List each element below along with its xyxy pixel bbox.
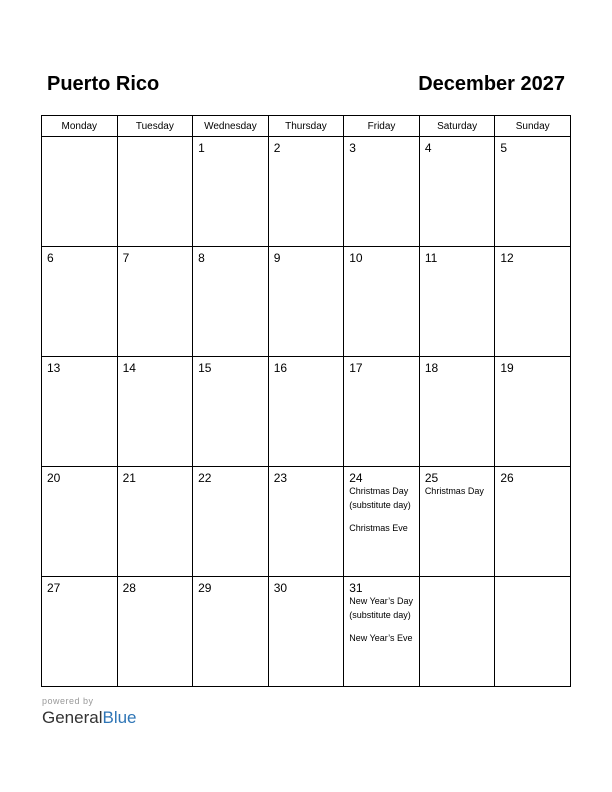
empty-day-cell (419, 577, 495, 687)
day-number: 31 (349, 581, 363, 595)
day-cell (193, 247, 269, 357)
day-number: 4 (424, 141, 432, 155)
day-number: 8 (198, 251, 205, 265)
day-number: 23 (273, 471, 288, 485)
weekday-header (42, 116, 571, 137)
day-cell (344, 137, 420, 247)
day-cell (117, 357, 193, 467)
empty-day-cell (42, 137, 118, 247)
week-row (42, 137, 571, 247)
day-cell (42, 357, 118, 467)
day-number: 24 (349, 471, 363, 485)
day-number: 30 (273, 581, 288, 595)
week-row (42, 357, 571, 467)
day-number: 1 (198, 141, 205, 155)
weekday-thursday: Thursday (268, 116, 344, 137)
day-number: 10 (349, 251, 363, 265)
holiday-label: New Year’s Eve (349, 633, 413, 643)
day-number: 29 (198, 581, 212, 595)
day-number: 27 (47, 581, 61, 595)
holiday-list (420, 485, 495, 499)
day-number: 20 (47, 471, 61, 485)
day-number: 17 (349, 361, 363, 375)
day-cell (42, 467, 118, 577)
day-cell (193, 137, 269, 247)
holiday-label: Christmas Day (substitute day) (349, 486, 411, 510)
day-cell (419, 137, 495, 247)
day-number: 12 (500, 251, 514, 265)
day-cell (268, 357, 344, 467)
empty-day-cell (117, 137, 193, 247)
holiday-label: Christmas Day (424, 486, 484, 496)
weekday-row (42, 116, 571, 137)
day-number: 5 (500, 141, 508, 155)
day-cell (344, 247, 420, 357)
weekday-sunday: Sunday (495, 116, 571, 137)
holiday-label: Christmas Eve (349, 523, 408, 533)
day-cell (117, 467, 193, 577)
day-cell (268, 247, 344, 357)
week-row (42, 577, 571, 687)
week-row (42, 247, 571, 357)
holiday-label: New Year’s Day (substitute day) (349, 596, 413, 620)
logo-general-text: General (42, 708, 103, 727)
weekday-saturday: Saturday (419, 116, 495, 137)
day-number: 18 (424, 361, 439, 375)
day-cell (344, 357, 420, 467)
footer-branding (42, 696, 137, 728)
day-cell (42, 247, 118, 357)
day-number: 28 (122, 581, 136, 595)
day-number: 11 (424, 251, 438, 265)
day-cell (193, 357, 269, 467)
day-cell (193, 467, 269, 577)
day-cell (419, 247, 495, 357)
day-cell (419, 357, 495, 467)
day-number: 2 (273, 141, 281, 155)
day-cell (117, 247, 193, 357)
day-number: 15 (198, 361, 212, 375)
weekday-tuesday: Tuesday (117, 116, 193, 137)
day-cell (268, 467, 344, 577)
day-cell (495, 467, 571, 577)
day-number: 9 (273, 251, 281, 265)
day-number: 3 (349, 141, 356, 155)
day-cell (268, 577, 344, 687)
day-number: 14 (122, 361, 136, 375)
weekday-friday: Friday (344, 116, 420, 137)
day-cell (344, 467, 420, 577)
powered-by-text: powered by (42, 696, 94, 706)
day-cell (495, 247, 571, 357)
country-title: Puerto Rico (47, 73, 160, 95)
day-cell (117, 577, 193, 687)
holiday-list (344, 485, 419, 536)
logo-blue-text: Blue (102, 708, 137, 727)
holiday-list (344, 595, 419, 646)
day-number: 22 (198, 471, 212, 485)
weekday-monday: Monday (42, 116, 118, 137)
day-number: 6 (47, 251, 54, 265)
day-cell (344, 577, 420, 687)
day-cell (268, 137, 344, 247)
day-cell (42, 577, 118, 687)
calendar-grid (41, 115, 571, 687)
day-cell (495, 357, 571, 467)
generalblue-logo (42, 708, 137, 728)
day-cell (419, 467, 495, 577)
day-number: 26 (500, 471, 514, 485)
day-number: 21 (122, 471, 136, 485)
week-row (42, 467, 571, 577)
day-cell (495, 137, 571, 247)
day-number: 13 (47, 361, 61, 375)
day-number: 19 (500, 361, 514, 375)
empty-day-cell (495, 577, 571, 687)
day-number: 16 (273, 361, 288, 375)
day-cell (193, 577, 269, 687)
day-number: 25 (424, 471, 439, 485)
calendar-body (42, 137, 571, 687)
weekday-wednesday: Wednesday (193, 116, 269, 137)
month-title: December 2027 (418, 73, 565, 95)
day-number: 7 (122, 251, 130, 265)
